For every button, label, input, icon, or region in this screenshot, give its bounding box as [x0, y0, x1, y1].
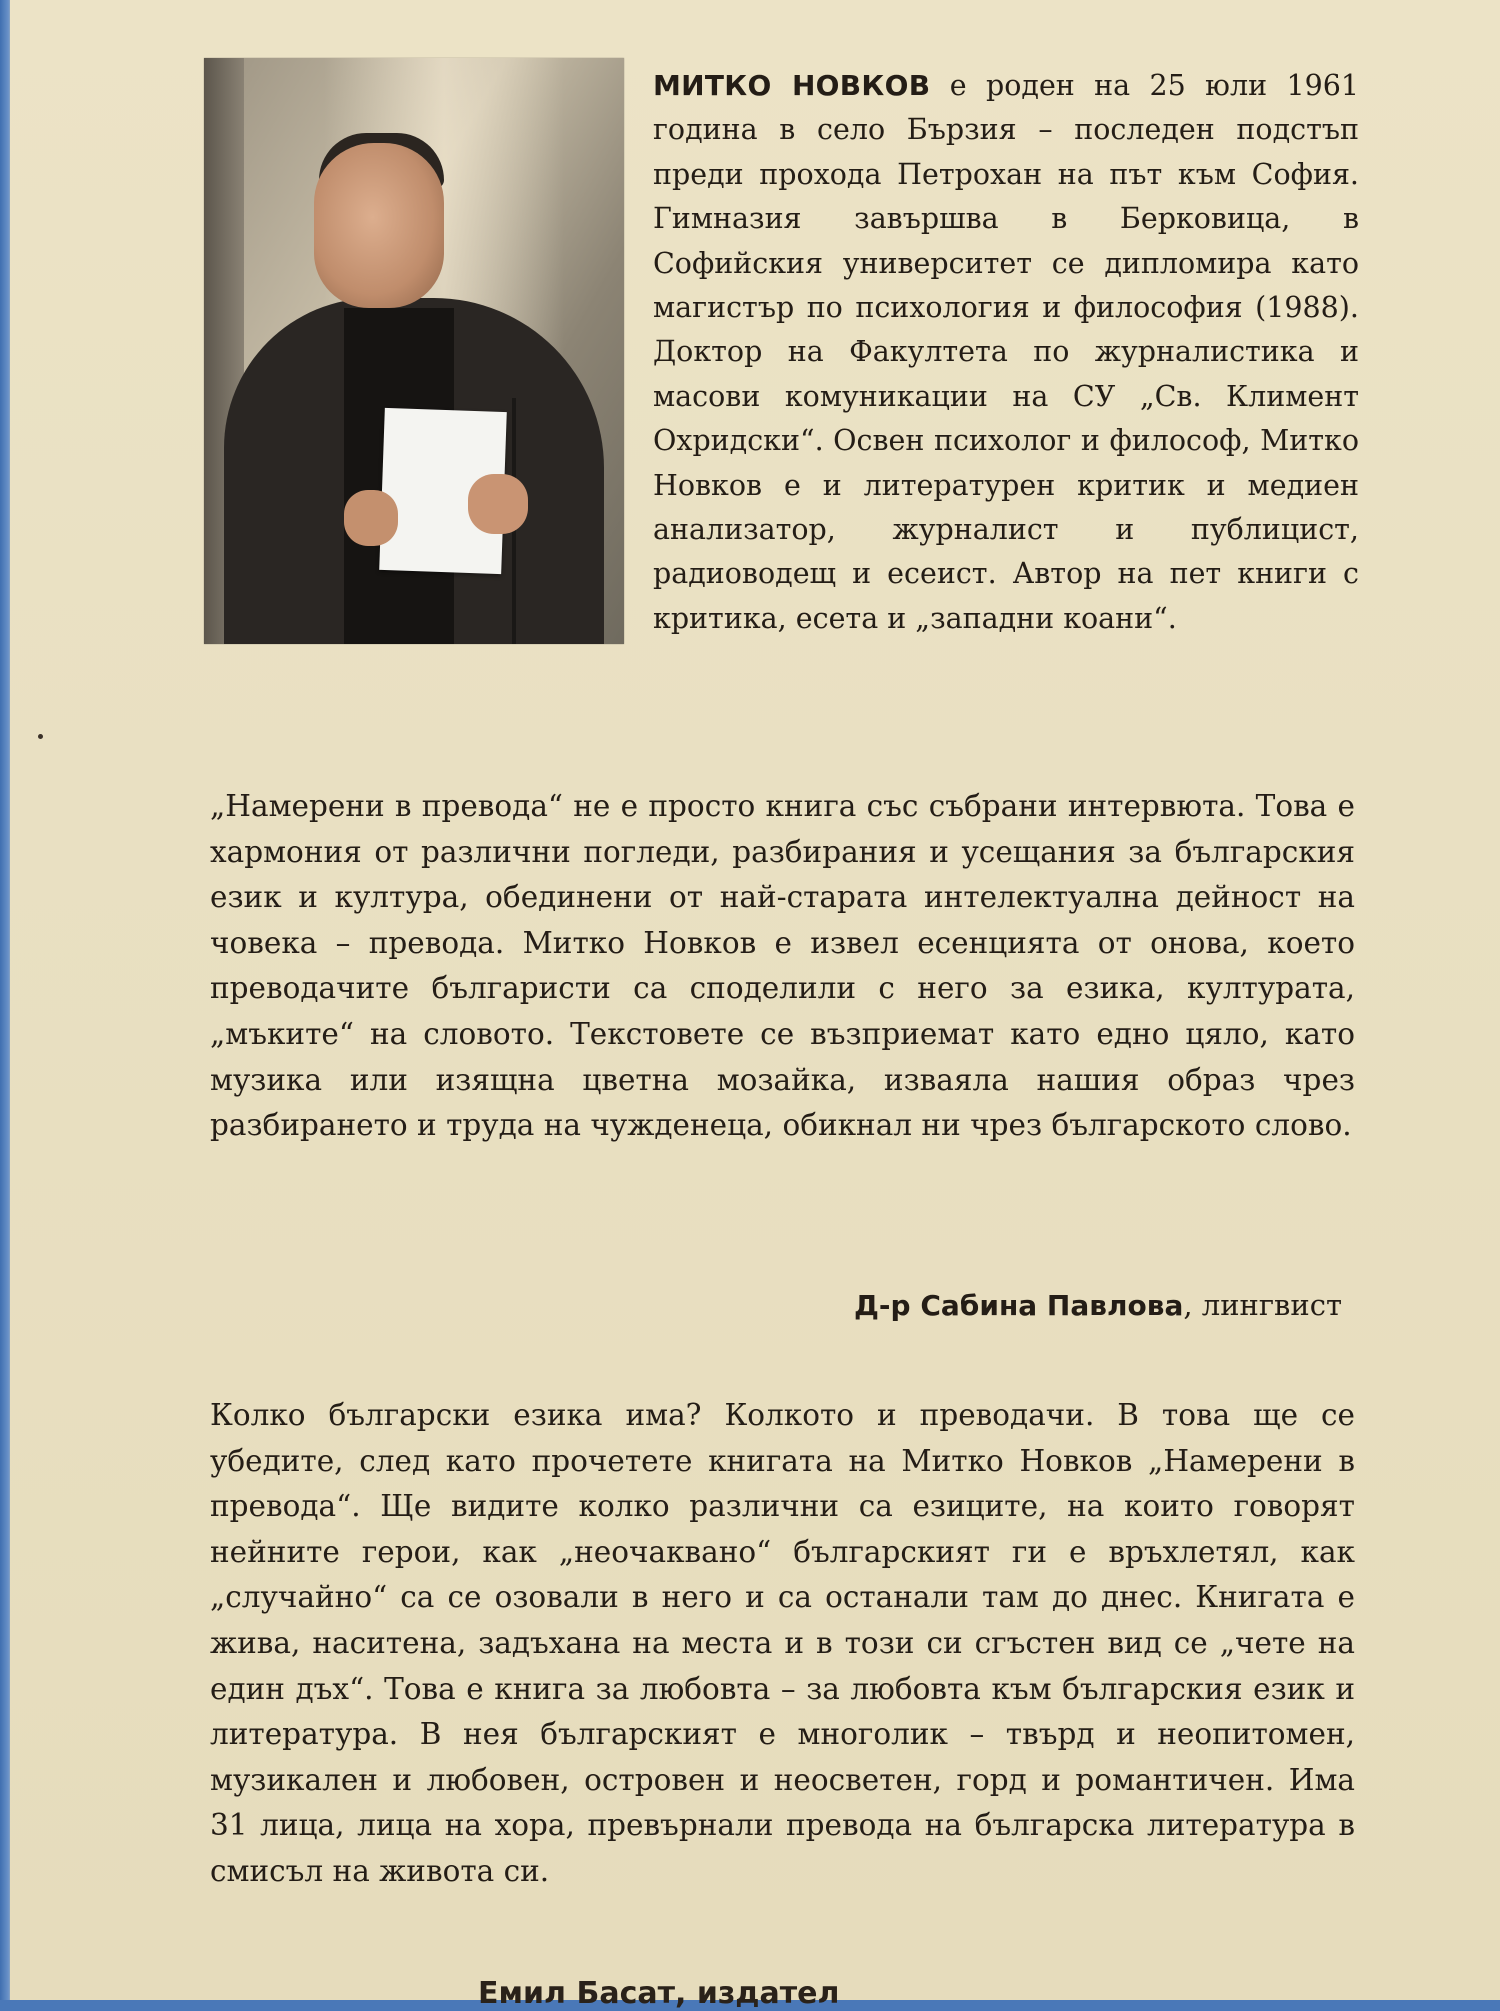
author-bio	[653, 64, 1359, 641]
review-1-role: , лингвист	[1183, 1288, 1342, 1322]
author-bio-text: е роден на 25 юли 1961 година в село Бързия – последен подстъп преди прохода Петрохан на път към София. Гимназия завършва в Берковица, в Софийския университет се дипломира като магистър по психология и философия (1988). Доктор на Факултета по журналистика и масови комуникации на СУ „Св. Климент Охридски“. Освен психолог и философ, Митко Новков е и литературен критик и медиен анализатор, журналист и публицист, радиоводещ и есеист. Автор на пет книги с критика, есета и „западни коани“.	[653, 69, 1360, 635]
review-paragraph-2: Колко български езика има? Колкото и преводачи. В това ще се убедите, след като прочетете книгата на Митко Новков „Намерени в превода“. Ще видите колко различни са езиците, на които говорят нейните герои, как „неочаквано“ българският ги е връхлетял, как „случайно“ са се озовали в него и са останали там до днес. Книгата е жива, наситена, задъхана на места и в този си сгъстен вид се „чете на един дъх“. Това е книга за любовта – за любовта към българския език и литература. В нея българският е многолик – твърд и неопитомен, музикален и любовен, островен и неосветен, горд и романтичен. Има 31 лица, лица на хора, превърнали превода на българска литература в смисъл на живота си.	[210, 1398, 1355, 1888]
review-1-attribution	[854, 1288, 1342, 1322]
review-2-attribution-cutoff: Емил Басат, издател	[478, 1976, 840, 2011]
review-1-author: Д-р Сабина Павлова	[853, 1289, 1184, 1322]
author-name: МИТКО НОВКОВ	[653, 69, 931, 102]
photo-head	[314, 143, 444, 308]
review-paragraph-1: „Намерени в превода“ не е просто книга със събрани интервюта. Това е хармония от различни погледи, разбирания и усещания за българския език и култура, обединени от най-старата интелектуална дейност на човека – превода. Митко Новков е извел есенцията от онова, което преводачите българисти са споделили с него за езика, културата, „мъките“ на словото. Текстовете се възприемат като едно цяло, като музика или изящна цветна мозайка, изваяла нашия образ чрез разбирането и труда на чужденеца, обикнал ни чрез българското слово.	[210, 789, 1355, 1143]
print-speck	[38, 734, 43, 739]
book-back-cover	[10, 0, 1500, 2011]
photo-left-hand	[344, 490, 398, 546]
photo-right-hand	[468, 474, 528, 534]
author-photo	[204, 58, 624, 644]
